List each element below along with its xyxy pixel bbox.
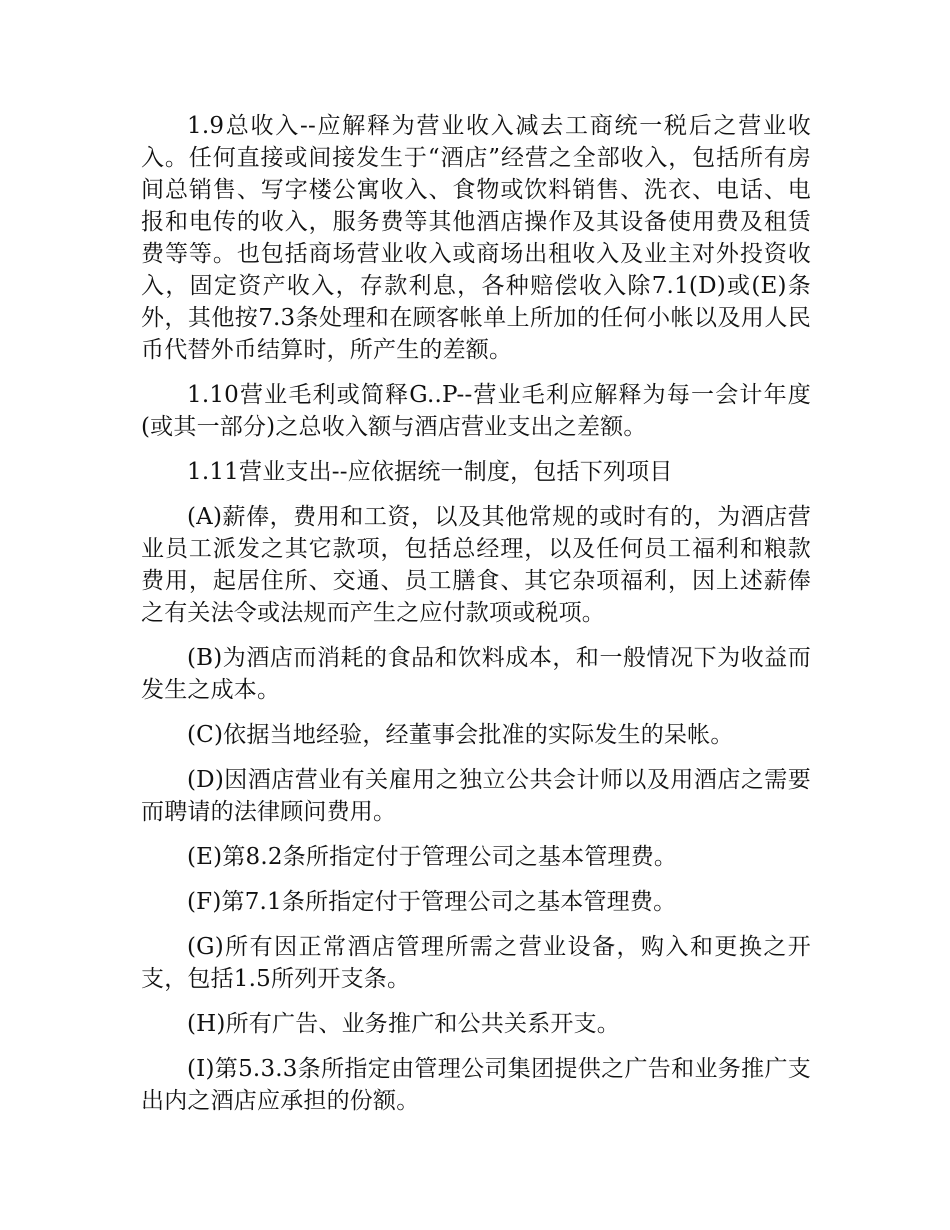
list-item-b-food-beverage-cost: (B)为酒店而消耗的食品和饮料成本，和一般情况下为收益而发生之成本。 [141,645,811,703]
paragraph-1-11-operating-expenses: 1.11营业支出--应依据统一制度，包括下列项目 [187,459,673,485]
list-item-e-management-fee: (E)第8.2条所指定付于管理公司之基本管理费。 [187,844,678,870]
list-item-c-bad-debts: (C)依据当地经验，经董事会批准的实际发生的呆帐。 [187,722,734,748]
list-item-f-management-fee: (F)第7.1条所指定付于管理公司之基本管理费。 [187,889,677,915]
paragraph-1-9-total-revenue: 1.9总收入--应解释为营业收入减去工商统一税后之营业收入。任何直接或间接发生于“酒店”经营之全部收入，包括所有房间总销售、写字楼公寓收入、食物或饮料销售、洗衣、电话、电报和电传的收入，服务费等其他酒店操作及其设备使用费及租赁费等等。也包括商场营业收入或商场出租收入及业主对外投资收入，固定资产收入，存款利息，各种赔偿收入除7.1(D)或(E)条外，其他按7.3条处理和在顾客帐单上所加的任何小帐以及用人民币代替外币结算时，所产生的差额。 [141,113,811,363]
paragraph-1-10-gross-operating-profit: 1.10营业毛利或简释G..P--营业毛利应解释为每一会计年度(或其一部分)之总收入额与酒店营业支出之差额。 [141,382,811,440]
list-item-g-equipment: (G)所有因正常酒店管理所需之营业设备，购入和更换之开支，包括1.5所列开支条。 [141,934,811,992]
list-item-a-salaries: (A)薪俸，费用和工资，以及其他常规的或时有的，为酒店营业员工派发之其它款项，包括总经理，以及任何员工福利和粮款费用，起居住所、交通、员工膳食、其它杂项福利，因上述薪俸之有关法令或法规而产生之应付款项或税项。 [141,504,811,626]
list-item-d-accountant-legal-fees: (D)因酒店营业有关雇用之独立公共会计师以及用酒店之需要而聘请的法律顾问费用。 [141,767,811,825]
list-item-i-group-advertising-share: (I)第5.3.3条所指定由管理公司集团提供之广告和业务推广支出内之酒店应承担的份额。 [141,1056,811,1114]
document-body [141,110,811,1130]
list-item-h-advertising: (H)所有广告、业务推广和公共关系开支。 [187,1011,621,1037]
